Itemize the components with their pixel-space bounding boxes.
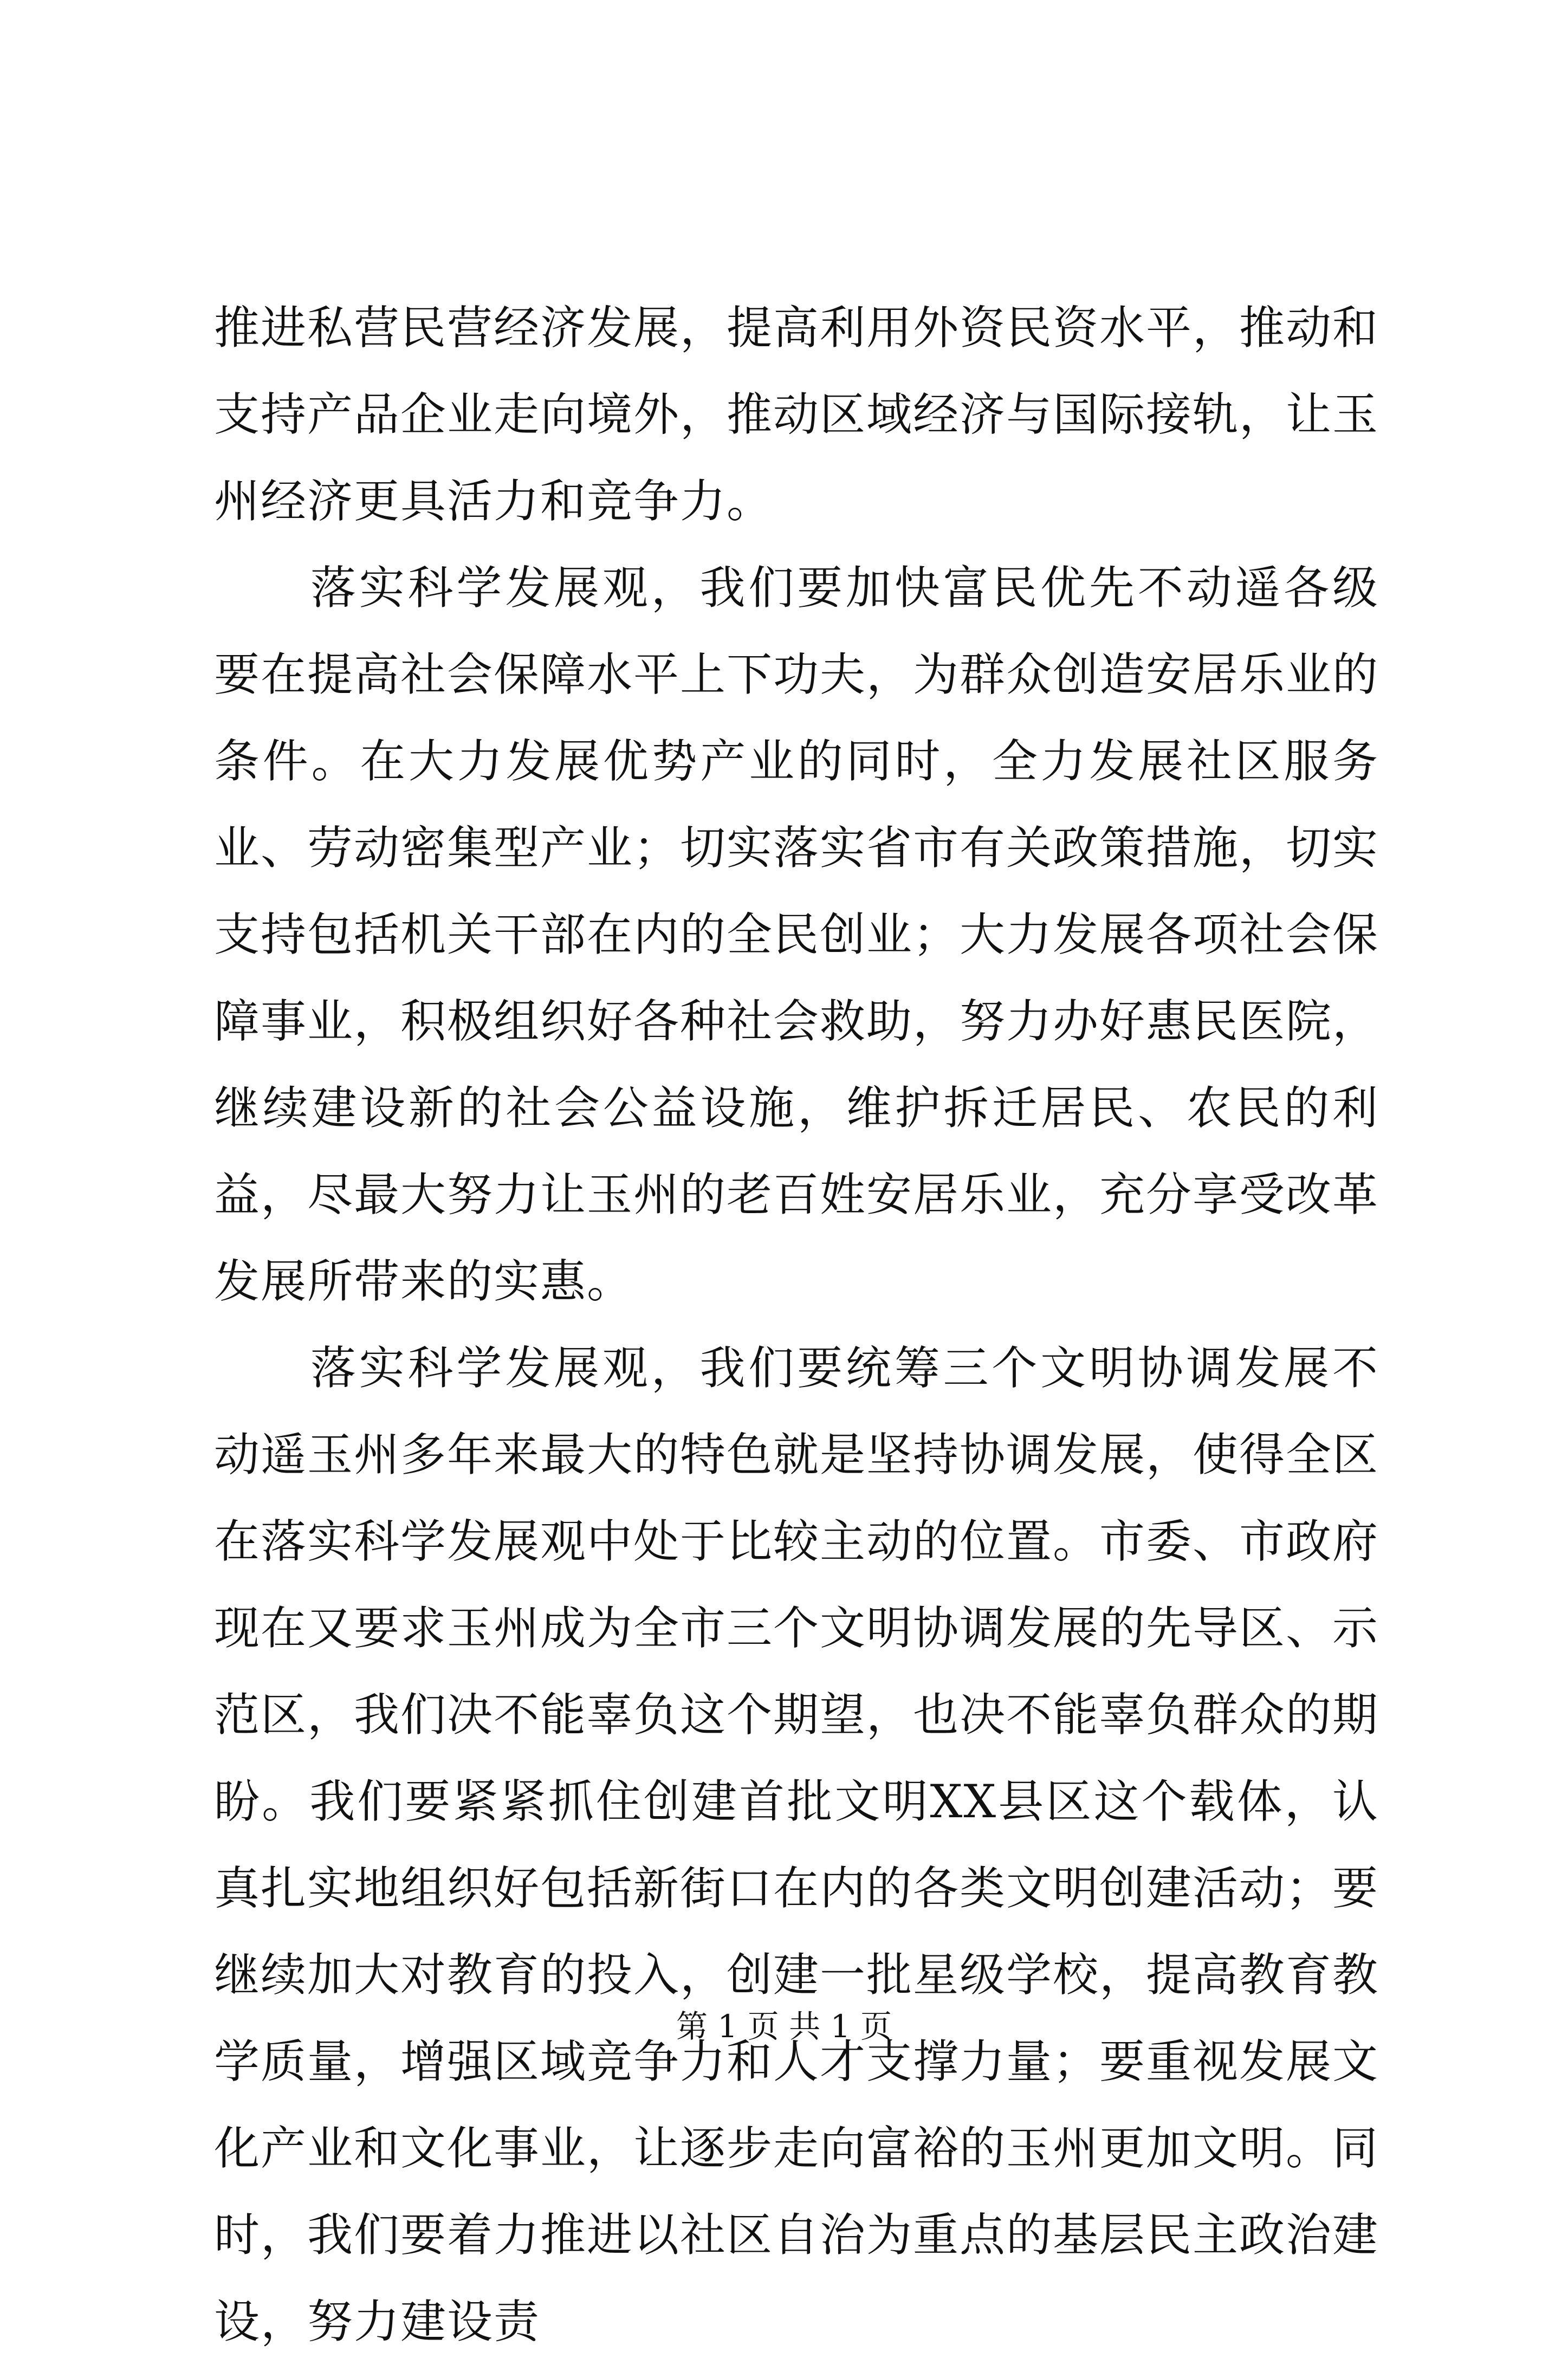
page-footer xyxy=(0,2005,1568,2048)
document-body xyxy=(214,284,1379,2365)
paragraph-3: 落实科学发展观，我们要统筹三个文明协调发展不动遥玉州多年来最大的特色就是坚持协调发展，使得全区在落实科学发展观中处于比较主动的位置。市委、市政府现在又要求玉州成为全市三个文明协调发展的先导区、示范区，我们决不能辜负这个期望，也决不能辜负群众的期盼。我们要紧紧抓住创建首批文明XX县区这个载体，认真扎实地组织好包括新街口在内的各类文明创建活动；要继续加大对教育的投入，创建一批星级学校，提高教育教学质量，增强区域竞争力和人才支撑力量；要重视发展文化产业和文化事业，让逐步走向富裕的玉州更加文明。同时，我们要着力推进以社区自治为重点的基层民主政治建设，努力建设责 xyxy=(214,1342,1379,2348)
page-number-label: 第 1 页 共 1 页 xyxy=(676,2008,892,2045)
paragraph-1: 推进私营民营经济发展，提高利用外资民资水平，推动和支持产品企业走向境外，推动区域经济与国际接轨，让玉州经济更具活力和竞争力。 xyxy=(214,301,1379,528)
paragraph-2: 落实科学发展观，我们要加快富民优先不动遥各级要在提高社会保障水平上下功夫，为群众创造安居乐业的条件。在大力发展优势产业的同时，全力发展社区服务业、劳动密集型产业；切实落实省市有关政策措施，切实支持包括机关干部在内的全民创业；大力发展各项社会保障事业，积极组织好各种社会救助，努力办好惠民医院，继续建设新的社会公益设施，维护拆迁居民、农民的利益，尽最大努力让玉州的老百姓安居乐业，充分享受改革发展所带来的实惠。 xyxy=(214,561,1379,1308)
